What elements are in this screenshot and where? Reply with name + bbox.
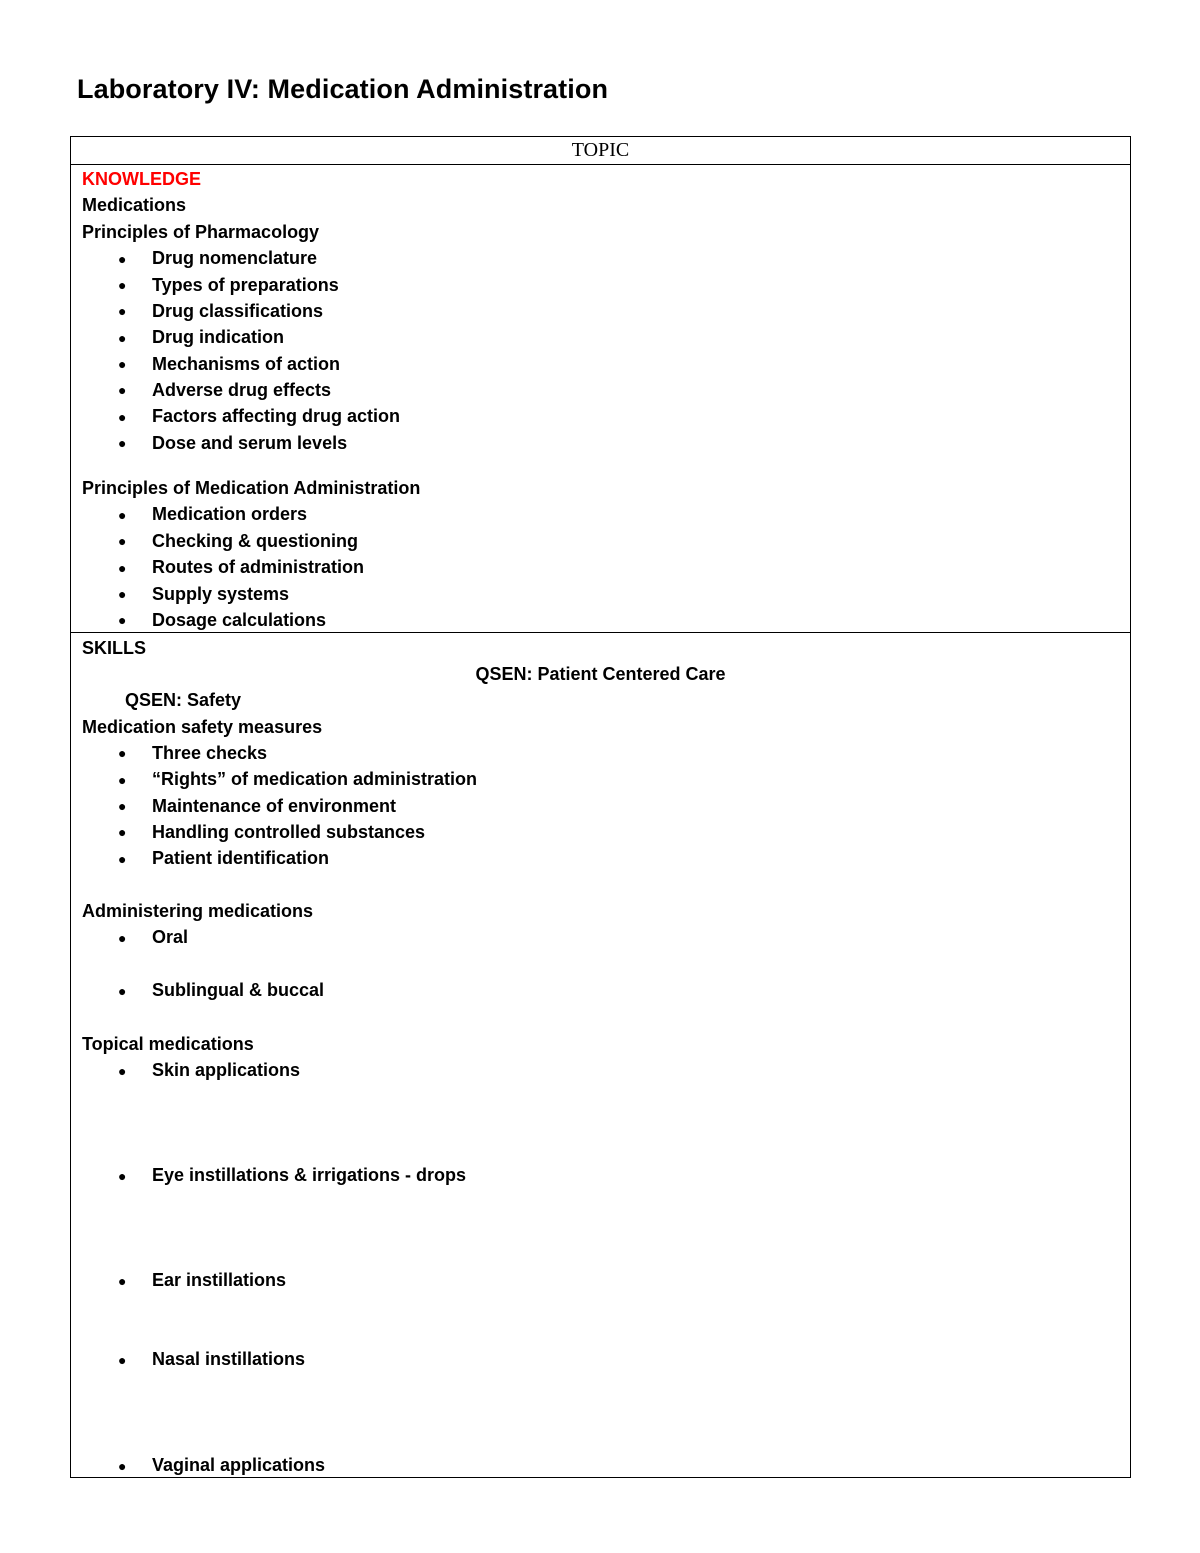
bullet-dot-icon: ●	[118, 772, 127, 788]
medications-subheading: Medications	[82, 195, 187, 215]
bullet-dot-icon: ●	[118, 586, 127, 602]
list-item: Factors affecting drug action	[152, 406, 401, 426]
list-item: Nasal instillations	[152, 1349, 306, 1369]
skills-heading: SKILLS	[82, 638, 147, 658]
page-title: Laboratory IV: Medication Administration	[77, 74, 609, 104]
pharmacology-title: Principles of Pharmacology	[82, 222, 320, 242]
bullet-dot-icon: ●	[118, 409, 127, 425]
list-item: Types of preparations	[152, 275, 339, 295]
list-item: Dosage calculations	[152, 610, 327, 630]
list-item: Patient identification	[152, 848, 330, 868]
list-item: Sublingual & buccal	[152, 980, 325, 1000]
topic-table	[70, 136, 1131, 1478]
list-item: Skin applications	[152, 1060, 301, 1080]
safety-measures-title: Medication safety measures	[82, 717, 323, 737]
list-item: Supply systems	[152, 584, 290, 604]
section-divider	[71, 632, 1130, 633]
list-item: Drug indication	[152, 327, 284, 347]
list-item: Dose and serum levels	[152, 433, 348, 453]
list-item: Three checks	[152, 743, 268, 763]
qsen-patient-centered-care: QSEN: Patient Centered Care	[475, 664, 726, 684]
bullet-dot-icon: ●	[118, 851, 127, 867]
header-divider	[71, 164, 1130, 165]
list-item: Maintenance of environment	[152, 796, 397, 816]
list-item: Drug classifications	[152, 301, 324, 321]
list-item: Oral	[152, 927, 189, 947]
bullet-dot-icon: ●	[118, 1273, 127, 1289]
bullet-dot-icon: ●	[118, 533, 127, 549]
bullet-dot-icon: ●	[118, 1352, 127, 1368]
list-item: Eye instillations & irrigations - drops	[152, 1165, 467, 1185]
bullet-dot-icon: ●	[118, 356, 127, 372]
bullet-dot-icon: ●	[118, 382, 127, 398]
bullet-dot-icon: ●	[118, 612, 127, 628]
bullet-dot-icon: ●	[118, 277, 127, 293]
list-item: Mechanisms of action	[152, 354, 341, 374]
bullet-dot-icon: ●	[118, 983, 127, 999]
bullet-dot-icon: ●	[118, 435, 127, 451]
knowledge-heading: KNOWLEDGE	[82, 169, 201, 189]
bullet-dot-icon: ●	[118, 251, 127, 267]
bullet-dot-icon: ●	[118, 303, 127, 319]
list-item: “Rights” of medication administration	[152, 769, 478, 789]
table-header-topic: TOPIC	[571, 139, 630, 161]
bullet-dot-icon: ●	[118, 507, 127, 523]
administering-title: Administering medications	[82, 901, 314, 921]
bullet-dot-icon: ●	[118, 330, 127, 346]
bullet-dot-icon: ●	[118, 824, 127, 840]
list-item: Handling controlled substances	[152, 822, 426, 842]
bullet-dot-icon: ●	[118, 1458, 127, 1474]
list-item: Routes of administration	[152, 557, 365, 577]
list-item: Drug nomenclature	[152, 248, 318, 268]
bullet-dot-icon: ●	[118, 1063, 127, 1079]
list-item: Vaginal applications	[152, 1455, 326, 1475]
list-item: Checking & questioning	[152, 531, 359, 551]
bullet-dot-icon: ●	[118, 745, 127, 761]
topical-title: Topical medications	[82, 1034, 254, 1054]
list-item: Ear instillations	[152, 1270, 287, 1290]
list-item: Medication orders	[152, 504, 308, 524]
list-item: Adverse drug effects	[152, 380, 332, 400]
bullet-dot-icon: ●	[118, 798, 127, 814]
qsen-safety: QSEN: Safety	[125, 690, 242, 710]
bullet-dot-icon: ●	[118, 1168, 127, 1184]
bullet-dot-icon: ●	[118, 930, 127, 946]
administration-principles-title: Principles of Medication Administration	[82, 478, 421, 498]
bullet-dot-icon: ●	[118, 560, 127, 576]
